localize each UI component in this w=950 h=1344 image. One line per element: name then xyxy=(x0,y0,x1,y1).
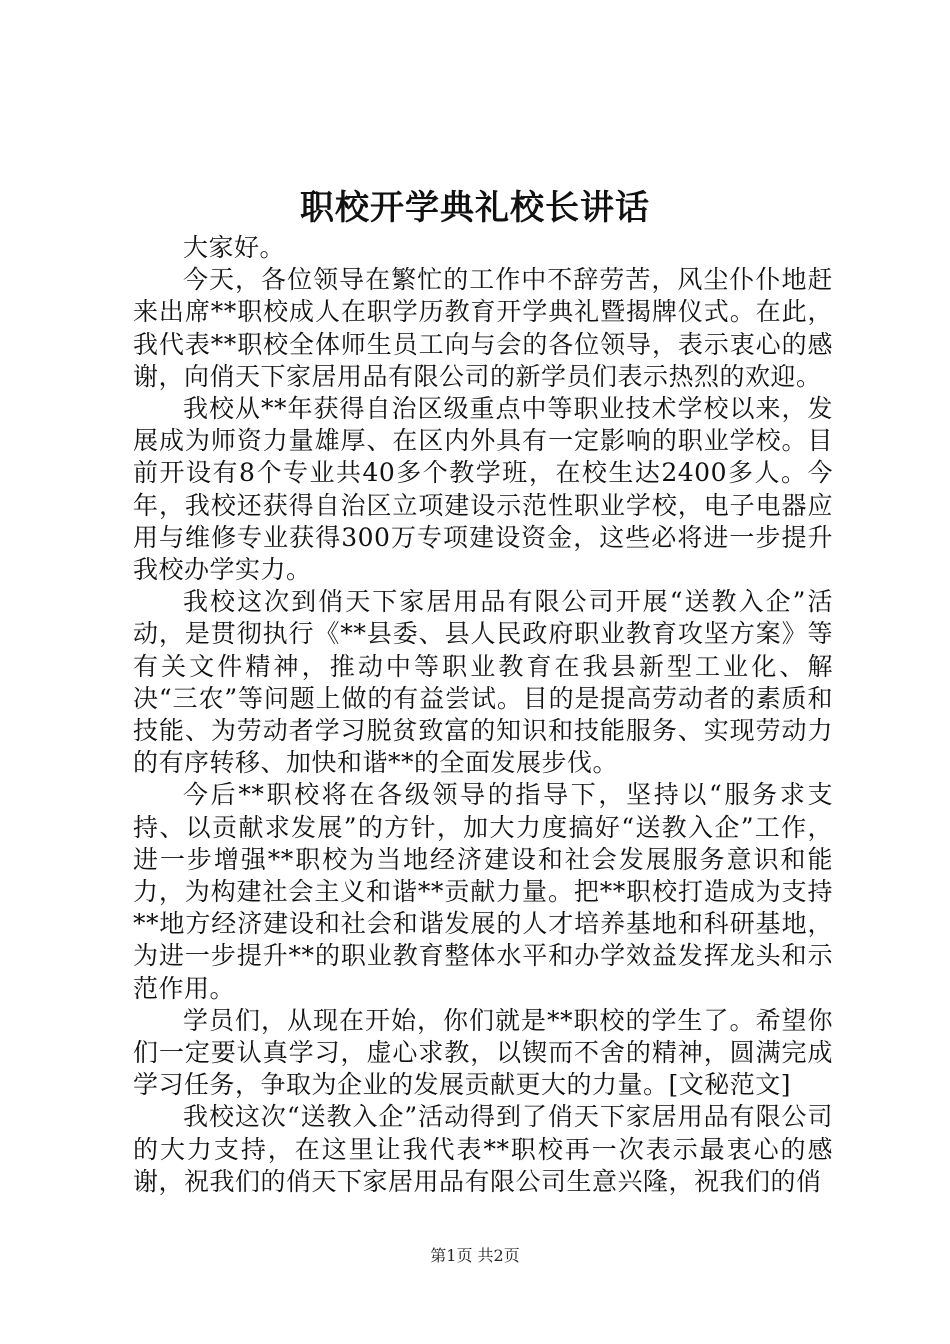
paragraph-student-hope: 学员们，从现在开始，你们就是**职校的学生了。希望你们一定要认真学习，虚心求教，以锲而不舍的精神，圆满完成学习任务，争取为企业的发展贡献更大的力量。[文秘范文] xyxy=(133,1005,833,1100)
page-number-footer: 第1页 共2页 xyxy=(430,1246,520,1265)
document-title: 职校开学典礼校长讲话 xyxy=(300,188,650,228)
paragraph-school-intro: 我校从**年获得自治区级重点中等职业技术学校以来，发展成为师资力量雄厚、在区内外具有一定影响的职业学校。目前开设有8个专业共40多个教学班，在校生达2400多人。今年，我校还获得自治区立项建设示范性职业学校，电子电器应用与维修专业获得300万专项建设资金，这些必将进一步提升我校办学实力。 xyxy=(133,394,833,585)
document-body xyxy=(133,232,833,1198)
paragraph-future-plan: 今后**职校将在各级领导的指导下，坚持以“服务求支持、以贡献求发展”的方针，加大力度搞好“送教入企”工作，进一步增强**职校为当地经济建设和社会发展服务意识和能力，为构建社会主义和谐**贡献力量。把**职校打造成为支持**地方经济建设和社会和谐发展的人才培养基地和科研基地，为进一步提升**的职业教育整体水平和办学效益发挥龙头和示范作用。 xyxy=(133,780,833,1003)
paragraph-activity-purpose: 我校这次到俏天下家居用品有限公司开展“送教入企”活动，是贯彻执行《**县委、县人民政府职业教育攻坚方案》等有关文件精神，推动中等职业教育在我县新型工业化、解决“三农”等问题上做的有益尝试。目的是提高劳动者的素质和技能、为劳动者学习脱贫致富的知识和技能服务、实现劳动力的有序转移、加快和谐**的全面发展步伐。 xyxy=(133,587,833,778)
paragraph-thanks: 我校这次“送教入企”活动得到了俏天下家居用品有限公司的大力支持，在这里让我代表**职校再一次表示最衷心的感谢，祝我们的俏天下家居用品有限公司生意兴隆，祝我们的俏 xyxy=(133,1102,833,1196)
paragraph-welcome: 今天，各位领导在繁忙的工作中不辞劳苦，风尘仆仆地赶来出席**职校成人在职学历教育开学典礼暨揭牌仪式。在此，我代表**职校全体师生员工向与会的各位领导，表示衷心的感谢，向俏天下家居用品有限公司的新学员们表示热烈的欢迎。 xyxy=(133,265,833,391)
paragraph-greeting: 大家好。 xyxy=(183,233,286,262)
